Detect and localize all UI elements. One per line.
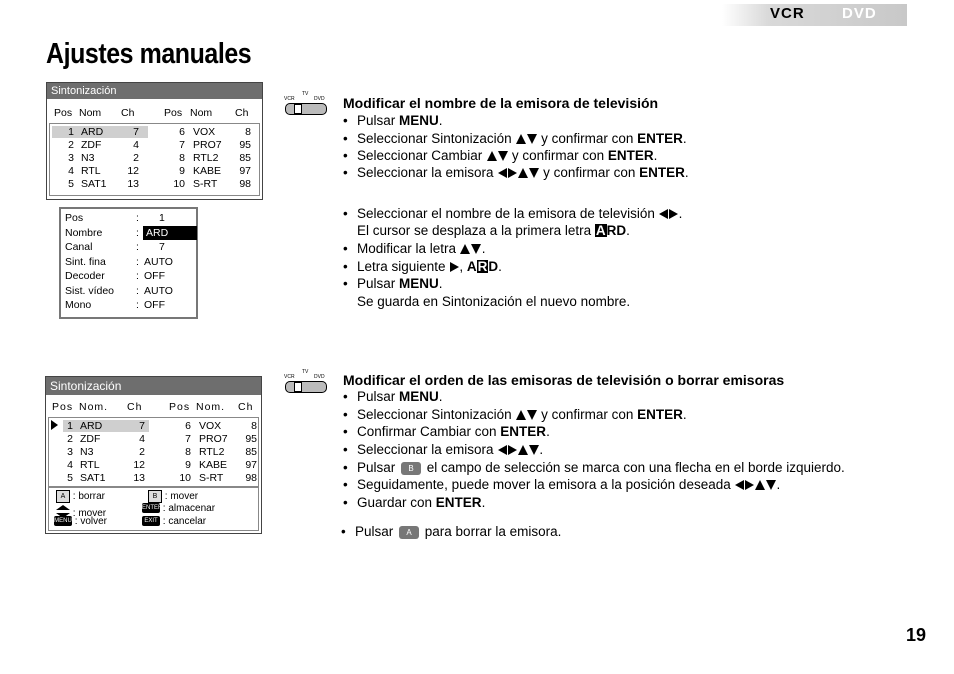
channel-ch: 8 bbox=[245, 126, 251, 138]
key-a-icon: A bbox=[56, 490, 70, 503]
left-arrow-icon bbox=[735, 480, 744, 490]
channel-nom: PRO7 bbox=[193, 139, 222, 151]
channel-ch: 85 bbox=[245, 446, 257, 458]
channel-ch: 13 bbox=[127, 178, 139, 190]
right-arrow-icon bbox=[450, 262, 459, 272]
channel-nom: SAT1 bbox=[80, 472, 106, 484]
channel-nom: VOX bbox=[199, 420, 222, 432]
channel-ch: 97 bbox=[245, 459, 257, 471]
up-arrow-icon bbox=[460, 244, 470, 254]
exit-key-icon: EXIT bbox=[142, 516, 160, 526]
detail-label: Sist. vídeo bbox=[65, 284, 115, 297]
channel-pos: 4 bbox=[68, 165, 74, 177]
up-arrow-icon bbox=[516, 410, 526, 420]
detail-value: OFF bbox=[144, 299, 165, 311]
detail-colon: : bbox=[136, 212, 139, 224]
channel-pos: 9 bbox=[179, 165, 185, 177]
detail-colon: : bbox=[136, 255, 139, 268]
col-pos-left: Pos bbox=[54, 107, 73, 119]
channel-nom: VOX bbox=[193, 126, 216, 138]
col-nom-right: Nom bbox=[190, 107, 213, 119]
osd-header: Sintonización bbox=[47, 83, 262, 99]
right-arrow-icon bbox=[508, 168, 517, 178]
legend-cancelar-text: : cancelar bbox=[162, 516, 207, 527]
key-b-icon: B bbox=[148, 490, 162, 503]
col-ch-right: Ch bbox=[238, 401, 254, 413]
tuning-menu-screen bbox=[46, 82, 263, 200]
channel-ch: 4 bbox=[139, 433, 145, 445]
col-ch-right: Ch bbox=[235, 107, 249, 119]
channel-nom: ZDF bbox=[81, 139, 102, 151]
channel-pos: 7 bbox=[185, 433, 191, 445]
legend-volver bbox=[54, 516, 107, 528]
legend-mover-text: : mover bbox=[72, 508, 107, 520]
channel-pos: 6 bbox=[179, 126, 185, 138]
detail-label: Pos bbox=[65, 212, 84, 224]
legend-cancelar bbox=[142, 516, 206, 528]
left-arrow-icon bbox=[498, 445, 507, 455]
col-pos-right: Pos bbox=[164, 107, 183, 119]
down-arrow-icon bbox=[529, 168, 539, 178]
channel-ch: 13 bbox=[133, 472, 145, 484]
detail-label: Mono bbox=[65, 299, 92, 311]
down-arrow-icon bbox=[766, 480, 776, 490]
detail-value: AUTO bbox=[144, 255, 173, 268]
channel-pos: 3 bbox=[68, 152, 74, 164]
channel-ch: 2 bbox=[139, 446, 145, 458]
key-legend bbox=[48, 487, 259, 531]
channel-nom: N3 bbox=[80, 446, 94, 458]
channel-nom: RTL2 bbox=[193, 152, 219, 164]
switch-tv-label: TV bbox=[302, 369, 309, 375]
right-arrow-icon bbox=[669, 209, 678, 219]
detail-row bbox=[65, 269, 195, 283]
left-arrow-icon bbox=[498, 168, 507, 178]
channel-nom: S-RT bbox=[193, 178, 218, 190]
detail-colon: : bbox=[136, 226, 139, 239]
col-nom-left: Nom. bbox=[79, 401, 109, 413]
detail-row bbox=[65, 284, 195, 298]
channel-nom: ARD bbox=[80, 420, 103, 432]
channel-pos: 4 bbox=[67, 459, 73, 471]
legend-borrar-text: : borrar bbox=[72, 491, 106, 503]
col-nom-left: Nom bbox=[79, 107, 102, 119]
channel-pos: 10 bbox=[179, 472, 191, 484]
mode-tab bbox=[722, 4, 907, 26]
detail-row bbox=[65, 211, 195, 225]
legend-mover-b bbox=[148, 490, 198, 503]
switch-vcr-label: VCR bbox=[284, 96, 295, 102]
tuning-sort-screen bbox=[45, 376, 262, 534]
channel-nom: RTL bbox=[80, 459, 100, 471]
channel-pos: 1 bbox=[68, 126, 74, 138]
channel-nom: KABE bbox=[193, 165, 222, 177]
left-arrow-icon bbox=[659, 209, 668, 219]
detail-row bbox=[65, 255, 195, 269]
channel-pos: 10 bbox=[173, 178, 185, 190]
up-arrow-icon bbox=[755, 480, 765, 490]
channel-ch: 4 bbox=[133, 139, 139, 151]
step-rename-8-note: Se guarda en Sintonización el nuevo nombre. bbox=[357, 294, 631, 309]
cursor-letter: R bbox=[477, 259, 488, 274]
switch-dvd-label: DVD bbox=[314, 374, 325, 380]
col-pos-left: Pos bbox=[52, 401, 74, 413]
channel-ch: 85 bbox=[239, 152, 251, 164]
channel-ch: 8 bbox=[251, 420, 257, 432]
channel-pos: 8 bbox=[185, 446, 191, 458]
page-title: Ajustes manuales bbox=[46, 38, 252, 70]
enter-key-icon: ENTER bbox=[142, 505, 163, 512]
section-title-rename: Modificar el nombre de la emisora de televisión bbox=[343, 95, 659, 111]
channel-ch: 98 bbox=[239, 178, 251, 190]
channel-nom: ARD bbox=[81, 126, 104, 138]
detail-value: OFF bbox=[144, 270, 165, 282]
channel-ch: 7 bbox=[139, 420, 145, 432]
channel-ch: 7 bbox=[133, 126, 139, 138]
channel-pos: 6 bbox=[185, 420, 191, 432]
detail-label: Sint. fina bbox=[65, 255, 106, 268]
down-arrow-icon bbox=[529, 445, 539, 455]
detail-row bbox=[65, 240, 195, 254]
switch-tv-label: TV bbox=[302, 91, 309, 97]
detail-row bbox=[65, 298, 195, 312]
channel-pos: 3 bbox=[67, 446, 73, 458]
switch-dvd-label: DVD bbox=[314, 96, 325, 102]
detail-row bbox=[65, 226, 195, 240]
switch-vcr-label: VCR bbox=[284, 374, 295, 380]
channel-pos: 7 bbox=[179, 139, 185, 151]
right-arrow-icon bbox=[508, 445, 517, 455]
detail-label: Nombre bbox=[65, 226, 103, 239]
up-arrow-icon bbox=[487, 151, 497, 161]
col-nom-right: Nom. bbox=[196, 401, 226, 413]
up-arrow-icon bbox=[516, 134, 526, 144]
step-rename-5-note: El cursor se desplaza a la primera letra ARD. bbox=[357, 223, 630, 238]
legend-borrar bbox=[56, 490, 105, 503]
detail-colon: : bbox=[136, 241, 139, 253]
channel-ch: 95 bbox=[245, 433, 257, 445]
detail-colon: : bbox=[136, 270, 139, 282]
detail-label: Decoder bbox=[65, 270, 105, 282]
detail-value: 1 bbox=[159, 212, 165, 224]
channel-nom: KABE bbox=[199, 459, 228, 471]
right-arrow-icon bbox=[745, 480, 754, 490]
legend-almacenar bbox=[142, 503, 215, 515]
up-arrow-icon bbox=[518, 168, 528, 178]
b-key-icon: B bbox=[401, 462, 421, 475]
down-arrow-icon bbox=[527, 410, 537, 420]
detail-value: ARD bbox=[146, 226, 169, 239]
channel-pos: 5 bbox=[67, 472, 73, 484]
channel-ch: 12 bbox=[127, 165, 139, 177]
up-arrow-icon bbox=[518, 445, 528, 455]
section-title-sort: Modificar el orden de las emisoras de televisión o borrar emisoras bbox=[343, 372, 785, 388]
channel-nom: RTL2 bbox=[199, 446, 225, 458]
legend-volver-text: : volver bbox=[74, 516, 108, 527]
channel-pos: 9 bbox=[185, 459, 191, 471]
mode-vcr-label: VCR bbox=[770, 5, 805, 22]
cursor-letter: A bbox=[595, 223, 606, 238]
detail-value: AUTO bbox=[144, 284, 173, 297]
channel-pos: 2 bbox=[67, 433, 73, 445]
down-arrow-icon bbox=[498, 151, 508, 161]
down-arrow-icon bbox=[471, 244, 481, 254]
detail-label: Canal bbox=[65, 241, 93, 253]
channel-ch: 12 bbox=[133, 459, 145, 471]
legend-mover-b-text: : mover bbox=[164, 491, 199, 503]
channel-nom: ZDF bbox=[80, 433, 101, 445]
channel-list bbox=[49, 123, 260, 196]
page-number: 19 bbox=[906, 625, 927, 645]
down-arrow-icon bbox=[527, 134, 537, 144]
channel-pos: 8 bbox=[179, 152, 185, 164]
col-ch-left: Ch bbox=[127, 401, 143, 413]
channel-pos: 1 bbox=[67, 420, 73, 432]
channel-nom: PRO7 bbox=[199, 433, 228, 445]
channel-nom: SAT1 bbox=[81, 178, 107, 190]
channel-list bbox=[48, 417, 259, 487]
menu-key-icon: MENU bbox=[54, 518, 72, 525]
channel-nom: S-RT bbox=[199, 472, 224, 484]
channel-pos: 2 bbox=[68, 139, 74, 151]
detail-colon: : bbox=[136, 299, 139, 311]
a-key-icon: A bbox=[399, 526, 419, 539]
detail-colon: : bbox=[136, 284, 139, 297]
channel-pos: 5 bbox=[68, 178, 74, 190]
osd-header: Sintonización bbox=[46, 377, 261, 395]
channel-nom: N3 bbox=[81, 152, 95, 164]
vcr-dvd-switch-icon bbox=[284, 91, 328, 113]
vcr-dvd-switch-icon bbox=[284, 369, 328, 391]
channel-ch: 97 bbox=[239, 165, 251, 177]
detail-value: 7 bbox=[159, 241, 165, 253]
col-pos-right: Pos bbox=[169, 401, 191, 413]
mode-dvd-label: DVD bbox=[842, 5, 877, 22]
col-ch-left: Ch bbox=[121, 107, 135, 119]
channel-ch: 98 bbox=[245, 472, 257, 484]
channel-details-panel bbox=[59, 207, 198, 319]
channel-ch: 95 bbox=[239, 139, 251, 151]
legend-almacenar-text: : almacenar bbox=[162, 503, 216, 514]
channel-ch: 2 bbox=[133, 152, 139, 164]
channel-nom: RTL bbox=[81, 165, 101, 177]
